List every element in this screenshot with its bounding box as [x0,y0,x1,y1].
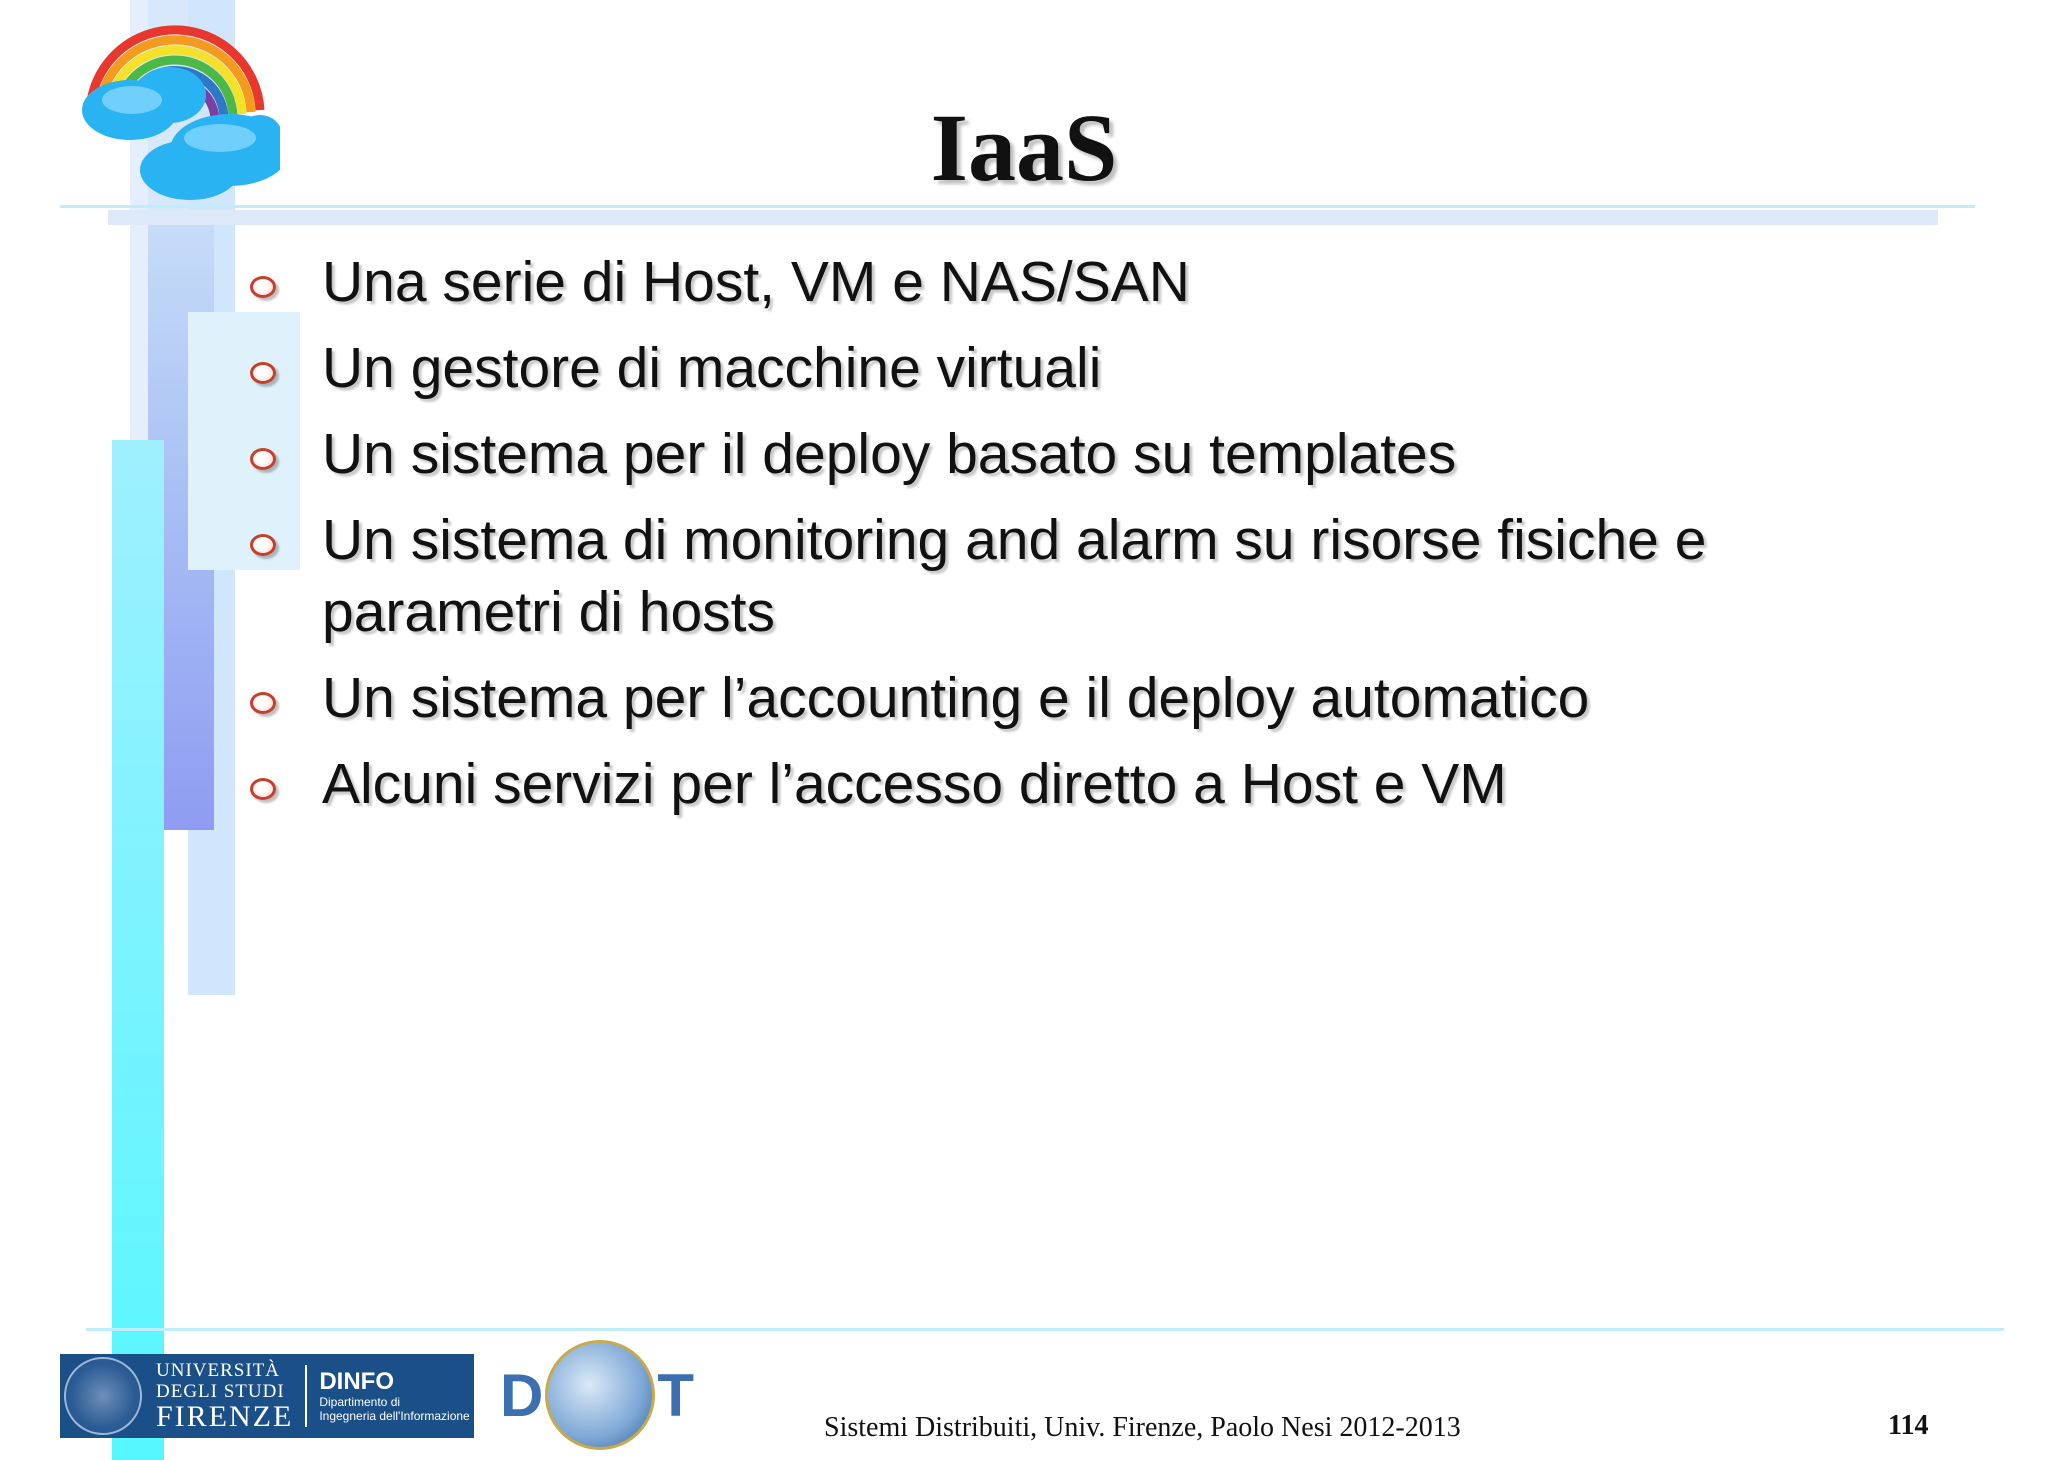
department-name: DINFO [319,1368,394,1395]
disit-letter-right: T [657,1361,694,1429]
title-rule-shadow [108,210,1938,225]
slide-title: IaaS [930,94,1118,201]
university-line2: DEGLI STUDI [156,1381,285,1402]
bullet-ring-icon [250,692,276,714]
logo-divider [305,1365,307,1427]
list-item [250,504,1870,648]
list-item-text: Una serie di Host, VM e NAS/SAN [322,250,1190,314]
page-number: 114 [1888,1410,1929,1441]
bullet-ring-icon [250,778,276,800]
globe-icon [545,1340,655,1450]
list-item-text: Alcuni servizi per l’accesso diretto a Host e VM [322,752,1507,816]
title-rule [60,205,1975,208]
department-line1: Dipartimento di [319,1395,401,1409]
list-item-text: Un sistema per l’accounting e il deploy automatico [322,666,1590,730]
footer-rule [86,1328,2004,1331]
footer-text: Sistemi Distribuiti, Univ. Firenze, Paolo Nesi 2012-2013 [824,1412,1461,1443]
university-logo [60,1354,474,1438]
bullet-ring-icon [250,534,276,556]
decor-bar-cyan [112,440,164,1460]
university-line1: UNIVERSITÀ [156,1360,280,1381]
list-item [250,246,1870,318]
bullet-list [250,246,1870,834]
list-item-text: Un sistema per il deploy basato su templates [322,422,1457,486]
department-line2: Ingegneria dell'Informazione [319,1409,470,1423]
bullet-ring-icon [250,448,276,470]
list-item [250,332,1870,404]
list-item-text: Un sistema di monitoring and alarm su risorse fisiche e parametri di hosts [322,508,1707,644]
university-name [156,1360,293,1432]
disit-logo [500,1340,694,1450]
list-item-text: Un gestore di macchine virtuali [322,336,1102,400]
disit-letter-left: D [500,1361,544,1429]
university-line3: FIRENZE [156,1400,294,1433]
bullet-ring-icon [250,276,276,298]
list-item [250,418,1870,490]
university-seal-icon [64,1357,142,1435]
list-item [250,662,1870,734]
bullet-ring-icon [250,362,276,384]
list-item [250,748,1870,820]
department-logo [319,1369,469,1423]
